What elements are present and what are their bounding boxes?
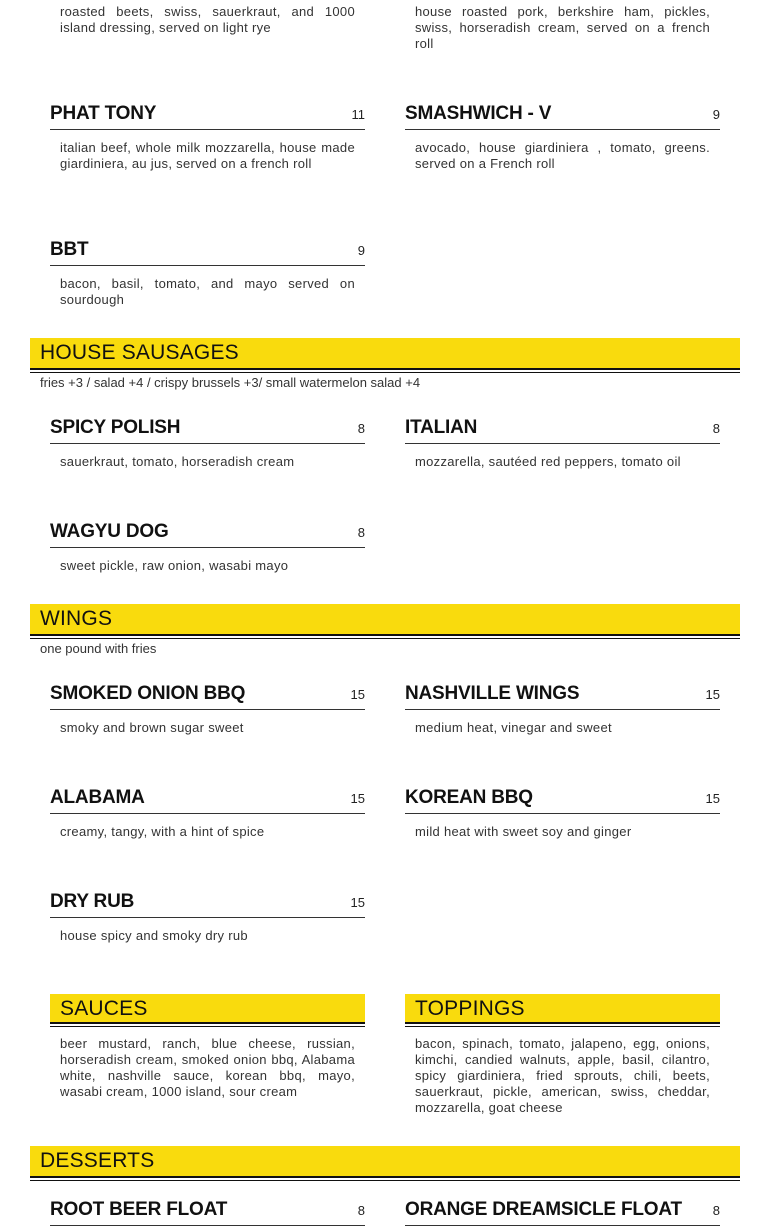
- item-description: bacon, basil, tomato, and mayo served on sourdough: [60, 276, 355, 307]
- section-header-desserts: [30, 1146, 740, 1178]
- item-name: ORANGE DREAMSICLE FLOAT: [405, 1199, 682, 1220]
- item-description: smoky and brown sugar sweet: [60, 720, 244, 735]
- item-name: ROOT BEER FLOAT: [50, 1199, 228, 1220]
- menu-item-title: [405, 1199, 720, 1226]
- section-note: one pound with fries: [40, 641, 157, 656]
- item-name: SMOKED ONION BBQ: [50, 683, 246, 704]
- menu-item-title: [405, 417, 720, 444]
- item-price: 9: [357, 243, 365, 258]
- item-price: 8: [712, 421, 720, 436]
- item-name: ITALIAN: [405, 417, 478, 438]
- section-title: DESSERTS: [40, 1149, 155, 1172]
- item-price: 11: [351, 107, 365, 122]
- item-price: 15: [705, 687, 720, 702]
- menu-item-title: [405, 683, 720, 710]
- item-price: 15: [350, 791, 365, 806]
- item-price: 15: [705, 791, 720, 806]
- section-title: WINGS: [40, 607, 113, 630]
- item-name: WAGYU DOG: [50, 521, 169, 542]
- item-name: BBT: [50, 239, 89, 260]
- section-note: fries +3 / salad +4 / crispy brussels +3/ small watermelon salad +4: [40, 375, 421, 390]
- menu-item-title: [50, 239, 365, 266]
- item-description: house spicy and smoky dry rub: [60, 928, 248, 943]
- sauces-list: beer mustard, ranch, blue cheese, russian, horseradish cream, smoked onion bbq, Alabama white, nashville sauce, korean bbq, mayo, wasabi cream, 1000 island, sour cream: [60, 1036, 355, 1099]
- menu-item-title: [405, 103, 720, 130]
- item-price: 15: [350, 895, 365, 910]
- section-title: HOUSE SAUSAGES: [40, 341, 239, 364]
- menu-item-title: [50, 1199, 365, 1226]
- item-price: 8: [357, 525, 365, 540]
- menu-item-title: [405, 787, 720, 814]
- menu-item-title: [50, 891, 365, 918]
- section-header-toppings: [405, 994, 720, 1024]
- item-description: sauerkraut, tomato, horseradish cream: [60, 454, 295, 469]
- menu-item-title: [50, 787, 365, 814]
- item-price: 15: [350, 687, 365, 702]
- section-title: TOPPINGS: [415, 997, 525, 1020]
- section-header-wings: [30, 604, 740, 636]
- item-price: 8: [357, 421, 365, 436]
- item-name: SPICY POLISH: [50, 417, 181, 438]
- section-header-sauces: [50, 994, 365, 1024]
- section-header-house-sausages: [30, 338, 740, 370]
- item-description: medium heat, vinegar and sweet: [415, 720, 612, 735]
- toppings-list: bacon, spinach, tomato, jalapeno, egg, onions, kimchi, candied walnuts, apple, basil, cilantro, spicy giardiniera, fried sprouts, chili, beets, sauerkraut, pickle, american, swiss, cheddar, mozzarella, goat cheese: [415, 1036, 710, 1115]
- item-price: 8: [712, 1203, 720, 1218]
- item-description: mild heat with sweet soy and ginger: [415, 824, 632, 839]
- item-description: creamy, tangy, with a hint of spice: [60, 824, 265, 839]
- item-price: 8: [357, 1203, 365, 1218]
- item-name: SMASHWICH - V: [405, 103, 552, 124]
- menu-item-title: [50, 521, 365, 548]
- item-description: avocado, house giardiniera , tomato, greens. served on a French roll: [415, 140, 710, 171]
- item-description: italian beef, whole milk mozzarella, house made giardiniera, au jus, served on a french roll: [60, 140, 355, 171]
- menu-item-title: [50, 417, 365, 444]
- menu-item-title: [50, 683, 365, 710]
- item-description: sweet pickle, raw onion, wasabi mayo: [60, 558, 289, 573]
- section-title: SAUCES: [60, 997, 148, 1020]
- item-price: 9: [712, 107, 720, 122]
- menu-item-title: [50, 103, 365, 130]
- item-name: NASHVILLE WINGS: [405, 683, 580, 704]
- item-description: mozzarella, sautéed red peppers, tomato oil: [415, 454, 681, 469]
- item-name: DRY RUB: [50, 891, 135, 912]
- item-name: PHAT TONY: [50, 103, 157, 124]
- item-description: roasted beets, swiss, sauerkraut, and 1000 island dressing, served on light rye: [60, 4, 355, 35]
- item-name: ALABAMA: [50, 787, 145, 808]
- item-name: KOREAN BBQ: [405, 787, 533, 808]
- item-description: house roasted pork, berkshire ham, pickles, swiss, horseradish cream, served on a french roll: [415, 4, 710, 51]
